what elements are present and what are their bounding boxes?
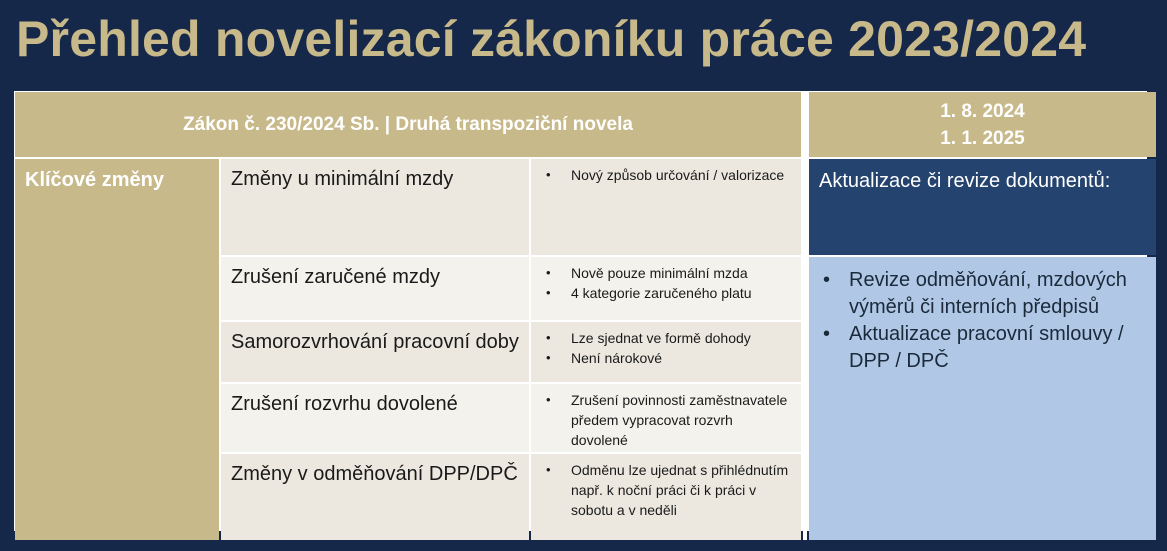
page-title: Přehled novelizací zákoníku práce 2023/2024 <box>16 11 1087 67</box>
change-details <box>531 159 801 255</box>
detail-item: • 4 kategorie zaručeného platu <box>571 283 793 303</box>
effective-date-2: 1. 1. 2025 <box>940 127 1025 149</box>
table-header-law: Zákon č. 230/2024 Sb. | Druhá transpoziční novela <box>15 92 801 157</box>
novela-table <box>14 91 1147 531</box>
change-label: Změny v odměňování DPP/DPČ <box>221 454 529 540</box>
change-details <box>531 257 801 320</box>
detail-item: • Zrušení povinnosti zaměstnavatele předem vypracovat rozvrh dovolené <box>571 390 793 450</box>
change-label: Zrušení zaručené mzdy <box>221 257 529 320</box>
change-label: Zrušení rozvrhu dovolené <box>221 384 529 452</box>
revision-heading: Aktualizace či revize dokumentů: <box>809 159 1156 255</box>
change-details <box>531 384 801 452</box>
change-label: Změny u minimální mzdy <box>221 159 529 255</box>
change-label: Samorozvrhování pracovní doby <box>221 322 529 382</box>
revision-item: • Revize odměňování, mzdových výměrů či interních předpisů <box>849 267 1144 321</box>
table-header-dates <box>809 92 1156 157</box>
revision-item: • Aktualizace pracovní smlouvy / DPP / DPČ <box>849 321 1144 375</box>
revision-list <box>809 257 1156 540</box>
detail-item: • Lze sjednat ve formě dohody <box>571 328 793 348</box>
change-details <box>531 322 801 382</box>
column-divider <box>803 92 807 540</box>
effective-date-1: 1. 8. 2024 <box>940 100 1025 122</box>
detail-item: • Nový způsob určování / valorizace <box>571 165 793 185</box>
change-details <box>531 454 801 540</box>
key-changes-label: Klíčové změny <box>15 159 219 540</box>
detail-item: • Nově pouze minimální mzda <box>571 263 793 283</box>
detail-item: • Není nárokové <box>571 348 793 368</box>
detail-item: • Odměnu lze ujednat s přihlédnutím např. k noční práci či k práci v sobotu a v neděli <box>571 460 793 520</box>
